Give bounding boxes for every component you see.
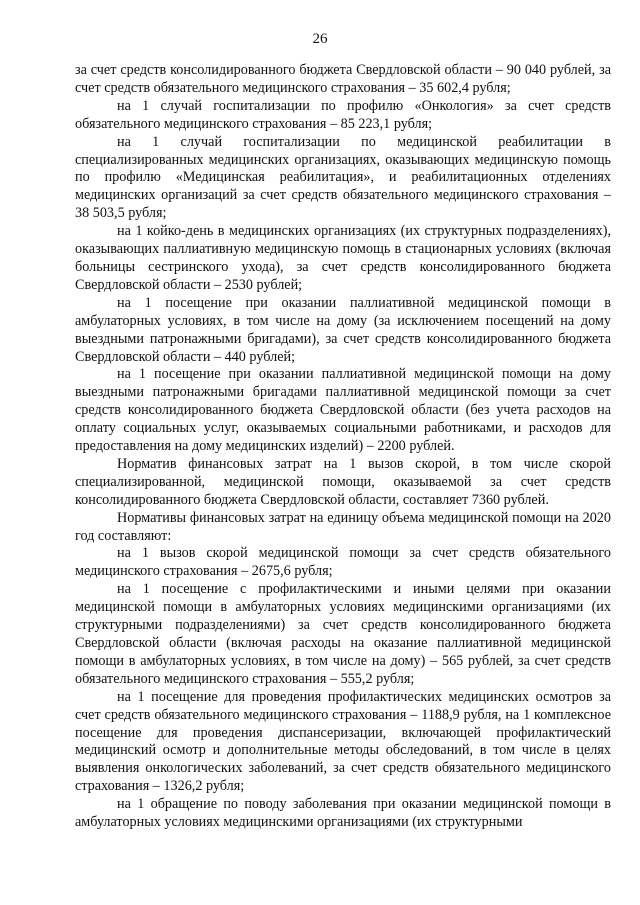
paragraph: Норматив финансовых затрат на 1 вызов скорой, в том числе скорой специализированной, медицинской помощи, оказываемой за счет средств консолидированного бюджета Свердловской области, составляет 7360 рублей.: [75, 455, 611, 508]
paragraph: на 1 койко-день в медицинских организациях (их структурных подразделениях), оказывающих паллиативную медицинскую помощь в стационарных условиях (включая больницы сестринского ухода), за счет средств консолидированного бюджета Свердловской области – 2530 рублей;: [75, 223, 611, 293]
page-number: 26: [312, 31, 328, 47]
paragraph: на 1 посещение для проведения профилактических медицинских осмотров за счет средств обязательного медицинского страхования – 1188,9 рубля, на 1 комплексное посещение для проведения диспансеризации, включающей профилактический медицинский осмотр и дополнительные методы обследований, в том числе в целях выявления онкологических заболеваний, за счет средств обязательного медицинского страхования – 1326,2 рубля;: [75, 688, 611, 795]
paragraph: на 1 посещение при оказании паллиативной медицинской помощи в амбулаторных условиях, в том числе на дому (за исключением посещений на дому выездными патронажными бригадами), за счет средств консолидированного бюджета Свердловской области – 440 рублей;: [75, 294, 611, 365]
paragraph: за счет средств консолидированного бюджета Свердловской области – 90 040 рублей, за счет средств обязательного медицинского страхования – 35 602,4 рубля;: [75, 62, 611, 96]
document-body: [75, 62, 611, 832]
paragraph: на 1 обращение по поводу заболевания при оказании медицинской помощи в амбулаторных условиях медицинскими организациями (их структурными: [75, 796, 611, 831]
paragraph: на 1 вызов скорой медицинской помощи за счет средств обязательного медицинского страхования – 2675,6 рубля;: [75, 545, 611, 580]
paragraph: на 1 посещение при оказании паллиативной медицинской помощи на дому выездными патронажными бригадами паллиативной медицинской помощи за счет средств консолидированного бюджета Свердловской области (без учета расходов на оплату социальных услуг, оказываемых социальными работниками, и расходов для предоставления на дому медицинских изделий) – 2200 рублей.: [75, 366, 611, 455]
paragraph: на 1 случай госпитализации по медицинской реабилитации в специализированных медицинских организациях, оказывающих медицинскую помощь по профилю «Медицинская реабилитация», и реабилитационных отделениях медицинских организаций за счет средств обязательного медицинского страхования – 38 503,5 рубля;: [75, 133, 611, 222]
paragraph: на 1 посещение с профилактическими и иными целями при оказании медицинской помощи в амбулаторных условиях медицинскими организациями (их структурными подразделениями) за счет средств консолидированного бюджета Свердловской области (включая расходы на оказание паллиативной медицинской помощи в амбулаторных условиях, в том числе на дому) – 565 рублей, за счет средств обязательного медицинского страхования – 555,2 рубля;: [75, 581, 611, 687]
paragraph: на 1 случай госпитализации по профилю «Онкология» за счет средств обязательного медицинского страхования – 85 223,1 рубля;: [75, 97, 611, 132]
paragraph: Нормативы финансовых затрат на единицу объема медицинской помощи на 2020 год составляют:: [75, 509, 611, 544]
